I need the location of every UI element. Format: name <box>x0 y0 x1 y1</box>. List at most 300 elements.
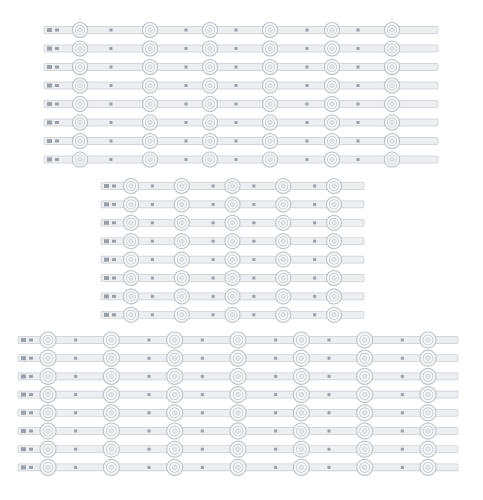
strip-resistor <box>357 66 360 69</box>
strip-connector <box>47 158 52 162</box>
led-lens-core <box>426 392 431 397</box>
strip-resistor <box>74 339 77 342</box>
led-lens <box>40 423 56 439</box>
strip-resistor <box>74 375 77 378</box>
led-lens-core <box>78 83 83 88</box>
led-lens <box>263 134 278 149</box>
strip-resistor <box>252 258 255 261</box>
led-lens-core <box>78 46 83 51</box>
strip-resistor <box>235 47 238 50</box>
led-lens-core <box>172 356 177 361</box>
led-lens-core <box>426 410 431 415</box>
led-lens <box>103 387 119 403</box>
led-lens-core <box>299 356 304 361</box>
strip-resistor <box>110 47 113 50</box>
led-lens <box>263 152 278 167</box>
strip-resistor <box>357 140 360 143</box>
strip-resistor <box>74 393 77 396</box>
led-lens-core <box>268 83 273 88</box>
led-lens <box>225 197 240 212</box>
strip-component <box>29 393 33 396</box>
led-lens-core <box>180 184 185 189</box>
strip-resistor <box>235 158 238 161</box>
led-lens-core <box>281 202 286 207</box>
led-lens-core <box>330 65 335 70</box>
led-lens-core <box>236 356 241 361</box>
led-lens <box>174 271 189 286</box>
led-lens-core <box>148 28 153 33</box>
led-lens <box>225 252 240 267</box>
strip-resistor <box>306 66 309 69</box>
strip-resistor <box>148 411 151 414</box>
strip-component <box>29 411 33 414</box>
led-lens-core <box>426 374 431 379</box>
led-lens <box>276 197 291 212</box>
strip-resistor <box>110 121 113 124</box>
led-lens-core <box>268 102 273 107</box>
strip-resistor <box>401 411 404 414</box>
led-lens <box>73 97 88 112</box>
strip-component <box>112 277 116 280</box>
led-lens-core <box>299 429 304 434</box>
led-lens-core <box>330 28 335 33</box>
strip-body <box>44 64 438 71</box>
led-lens-core <box>426 465 431 470</box>
led-lens-core <box>299 392 304 397</box>
led-lens-core <box>180 294 185 299</box>
led-lens <box>174 215 189 230</box>
led-lens <box>73 41 88 56</box>
led-lens-core <box>208 83 213 88</box>
led-lens <box>385 78 400 93</box>
led-lens-core <box>426 429 431 434</box>
led-lens <box>230 332 246 348</box>
led-lens-core <box>362 410 367 415</box>
strip-resistor <box>328 393 331 396</box>
strip-component <box>55 47 59 50</box>
led-lens <box>325 134 340 149</box>
strip-resistor <box>201 466 204 469</box>
strip-component <box>29 375 33 378</box>
led-lens <box>327 307 342 322</box>
led-lens-core <box>230 313 235 318</box>
strip-resistor <box>151 240 154 243</box>
led-lens-core <box>332 294 337 299</box>
strip-connector <box>47 65 52 69</box>
led-lens-core <box>330 157 335 162</box>
strip-component <box>112 258 116 261</box>
led-lens-core <box>78 102 83 107</box>
led-lens-core <box>426 447 431 452</box>
led-lens <box>124 234 139 249</box>
led-lens <box>293 441 309 457</box>
led-lens-core <box>362 447 367 452</box>
led-lens-core <box>129 313 134 318</box>
strip-component <box>55 121 59 124</box>
strip-connector <box>47 47 52 51</box>
strip-component <box>55 103 59 106</box>
strip-resistor <box>148 430 151 433</box>
led-lens-core <box>299 338 304 343</box>
led-lens <box>385 60 400 75</box>
strip-resistor <box>274 339 277 342</box>
led-lens <box>203 134 218 149</box>
led-lens <box>325 41 340 56</box>
strip-resistor <box>151 313 154 316</box>
strip-connector <box>104 313 109 317</box>
led-lens-core <box>362 374 367 379</box>
led-lens-core <box>148 139 153 144</box>
strip-resistor <box>151 277 154 280</box>
led-lens <box>293 459 309 475</box>
strip-connector <box>21 338 26 342</box>
strip-body <box>44 156 438 163</box>
led-lens-core <box>148 46 153 51</box>
strip-component <box>112 203 116 206</box>
strip-resistor <box>74 466 77 469</box>
led-lens-core <box>230 202 235 207</box>
strip-resistor <box>306 47 309 50</box>
led-lens-core <box>281 184 286 189</box>
led-lens-core <box>180 202 185 207</box>
led-lens-core <box>390 65 395 70</box>
led-lens-core <box>78 157 83 162</box>
strip-resistor <box>274 448 277 451</box>
led-lens <box>225 234 240 249</box>
led-lens-core <box>268 46 273 51</box>
led-lens-core <box>180 257 185 262</box>
strip-resistor <box>235 66 238 69</box>
strip-connector <box>47 102 52 106</box>
strip-resistor <box>148 375 151 378</box>
led-lens-core <box>109 410 114 415</box>
led-lens <box>225 179 240 194</box>
led-lens <box>385 152 400 167</box>
led-lens <box>225 271 240 286</box>
led-lens <box>174 252 189 267</box>
led-lens <box>73 60 88 75</box>
strip-resistor <box>212 277 215 280</box>
led-lens <box>124 215 139 230</box>
led-lens <box>225 307 240 322</box>
led-lens-core <box>172 429 177 434</box>
led-lens <box>40 387 56 403</box>
led-lens-core <box>281 257 286 262</box>
strip-resistor <box>148 357 151 360</box>
strip-resistor <box>74 448 77 451</box>
led-lens-core <box>230 276 235 281</box>
strip-body <box>44 101 438 108</box>
led-lens <box>276 179 291 194</box>
led-lens <box>103 368 119 384</box>
led-lens <box>420 332 436 348</box>
led-lens <box>357 423 373 439</box>
strip-connector <box>104 239 109 243</box>
strip-resistor <box>201 357 204 360</box>
strip-resistor <box>401 466 404 469</box>
led-lens <box>167 368 183 384</box>
led-lens <box>167 350 183 366</box>
strip-resistor <box>328 430 331 433</box>
led-lens <box>293 332 309 348</box>
led-lens-core <box>268 157 273 162</box>
led-lens <box>325 60 340 75</box>
strip-resistor <box>313 203 316 206</box>
led-lens-core <box>46 374 51 379</box>
strip-resistor <box>313 258 316 261</box>
led-lens-core <box>362 465 367 470</box>
strip-resistor <box>252 203 255 206</box>
led-lens <box>420 405 436 421</box>
led-lens <box>327 215 342 230</box>
led-lens-core <box>208 46 213 51</box>
strip-connector <box>21 356 26 360</box>
strip-resistor <box>328 466 331 469</box>
led-lens-core <box>330 83 335 88</box>
strip-connector <box>21 411 26 415</box>
led-lens-core <box>109 465 114 470</box>
led-lens <box>293 368 309 384</box>
led-lens <box>73 134 88 149</box>
strip-resistor <box>151 221 154 224</box>
strip-resistor <box>357 84 360 87</box>
led-lens <box>103 441 119 457</box>
strip-connector <box>21 447 26 451</box>
strip-resistor <box>201 448 204 451</box>
led-lens <box>420 459 436 475</box>
led-lens-core <box>236 447 241 452</box>
led-lens <box>263 78 278 93</box>
strip-resistor <box>401 357 404 360</box>
led-lens <box>143 41 158 56</box>
strip-resistor <box>306 29 309 32</box>
led-lens-core <box>148 157 153 162</box>
led-lens-core <box>129 184 134 189</box>
led-lens-core <box>390 157 395 162</box>
strip-resistor <box>401 448 404 451</box>
strip-connector <box>21 429 26 433</box>
led-lens-core <box>109 392 114 397</box>
strip-resistor <box>357 103 360 106</box>
strip-resistor <box>235 29 238 32</box>
led-lens <box>325 78 340 93</box>
strip-resistor <box>235 103 238 106</box>
led-lens <box>40 405 56 421</box>
led-lens <box>327 252 342 267</box>
led-lens <box>385 115 400 130</box>
strip-resistor <box>252 185 255 188</box>
led-lens <box>103 350 119 366</box>
led-lens <box>420 368 436 384</box>
led-lens <box>167 405 183 421</box>
led-lens-core <box>148 120 153 125</box>
led-lens <box>276 252 291 267</box>
strip-resistor <box>148 448 151 451</box>
led-lens <box>103 459 119 475</box>
led-lens-core <box>230 221 235 226</box>
led-lens <box>167 423 183 439</box>
led-lens <box>385 23 400 38</box>
strip-resistor <box>151 295 154 298</box>
strip-resistor <box>252 240 255 243</box>
led-lens <box>40 350 56 366</box>
strip-resistor <box>274 357 277 360</box>
strip-resistor <box>185 84 188 87</box>
led-lens <box>124 179 139 194</box>
strip-body <box>44 45 438 52</box>
strip-resistor <box>401 393 404 396</box>
led-lens-core <box>129 202 134 207</box>
strip-component <box>29 339 33 342</box>
led-lens <box>263 60 278 75</box>
led-lens <box>230 350 246 366</box>
strip-connector <box>21 465 26 469</box>
led-lens <box>357 387 373 403</box>
strip-connector <box>104 184 109 188</box>
strip-resistor <box>306 84 309 87</box>
led-lens-core <box>330 102 335 107</box>
led-lens <box>167 332 183 348</box>
led-lens-core <box>268 65 273 70</box>
strip-resistor <box>274 430 277 433</box>
strip-resistor <box>74 430 77 433</box>
led-lens-core <box>208 65 213 70</box>
strip-connector <box>104 276 109 280</box>
strip-resistor <box>252 277 255 280</box>
led-lens-core <box>230 257 235 262</box>
led-lens-core <box>129 221 134 226</box>
led-lens <box>203 60 218 75</box>
led-lens-core <box>268 120 273 125</box>
strip-resistor <box>401 430 404 433</box>
led-lens-core <box>236 374 241 379</box>
led-lens <box>174 234 189 249</box>
strip-component <box>29 357 33 360</box>
led-lens <box>143 60 158 75</box>
strip-component <box>112 221 116 224</box>
led-lens <box>143 23 158 38</box>
strip-component <box>112 185 116 188</box>
led-lens-core <box>236 338 241 343</box>
led-lens <box>263 41 278 56</box>
led-lens <box>293 423 309 439</box>
led-lens <box>167 441 183 457</box>
led-lens <box>40 441 56 457</box>
led-lens <box>357 350 373 366</box>
strip-resistor <box>185 140 188 143</box>
led-lens <box>143 78 158 93</box>
strip-resistor <box>401 375 404 378</box>
strip-resistor <box>148 466 151 469</box>
led-lens <box>124 252 139 267</box>
strip-resistor <box>313 277 316 280</box>
strip-connector <box>47 84 52 88</box>
led-lens <box>203 41 218 56</box>
led-lens-core <box>208 120 213 125</box>
strip-resistor <box>328 339 331 342</box>
strip-body <box>44 82 438 89</box>
strip-resistor <box>110 140 113 143</box>
led-lens-core <box>236 429 241 434</box>
strip-resistor <box>313 295 316 298</box>
led-lens-core <box>426 356 431 361</box>
strip-connector <box>104 258 109 262</box>
led-lens <box>167 459 183 475</box>
strip-component <box>112 295 116 298</box>
led-lens <box>327 234 342 249</box>
led-lens <box>420 350 436 366</box>
led-lens-core <box>129 239 134 244</box>
led-lens <box>203 78 218 93</box>
led-lens <box>230 368 246 384</box>
strip-resistor <box>148 339 151 342</box>
strip-resistor <box>151 258 154 261</box>
led-lens <box>327 197 342 212</box>
strip-component <box>112 313 116 316</box>
led-lens <box>357 332 373 348</box>
led-lens-core <box>78 139 83 144</box>
strip-resistor <box>328 448 331 451</box>
led-lens-core <box>299 465 304 470</box>
led-lens <box>325 23 340 38</box>
led-lens-core <box>230 239 235 244</box>
led-lens-core <box>332 257 337 262</box>
led-lens <box>276 234 291 249</box>
led-lens-core <box>180 313 185 318</box>
led-lens-core <box>390 139 395 144</box>
led-lens-core <box>281 294 286 299</box>
strip-resistor <box>201 411 204 414</box>
strip-component <box>29 430 33 433</box>
led-lens-core <box>268 28 273 33</box>
led-lens-core <box>332 184 337 189</box>
led-lens-core <box>332 239 337 244</box>
led-lens <box>73 78 88 93</box>
led-lens-core <box>332 313 337 318</box>
strip-resistor <box>306 103 309 106</box>
strip-resistor <box>201 393 204 396</box>
led-lens <box>73 115 88 130</box>
strip-connector <box>104 202 109 206</box>
led-lens-core <box>172 465 177 470</box>
strip-resistor <box>274 411 277 414</box>
led-lens <box>103 332 119 348</box>
led-lens-core <box>330 46 335 51</box>
led-lens-core <box>426 338 431 343</box>
led-lens-core <box>299 447 304 452</box>
strip-resistor <box>328 357 331 360</box>
led-lens-core <box>390 102 395 107</box>
led-lens-core <box>390 28 395 33</box>
led-lens-core <box>330 120 335 125</box>
led-lens-core <box>208 157 213 162</box>
led-lens-core <box>330 139 335 144</box>
led-lens-core <box>362 392 367 397</box>
strip-resistor <box>306 158 309 161</box>
strip-body <box>44 27 438 34</box>
strip-resistor <box>313 313 316 316</box>
led-lens <box>276 307 291 322</box>
led-lens-core <box>109 356 114 361</box>
strip-resistor <box>274 466 277 469</box>
strip-resistor <box>252 295 255 298</box>
led-lens-core <box>109 338 114 343</box>
led-lens <box>230 405 246 421</box>
led-lens-core <box>332 202 337 207</box>
led-lens <box>230 387 246 403</box>
led-lens-core <box>362 429 367 434</box>
strip-resistor <box>313 185 316 188</box>
